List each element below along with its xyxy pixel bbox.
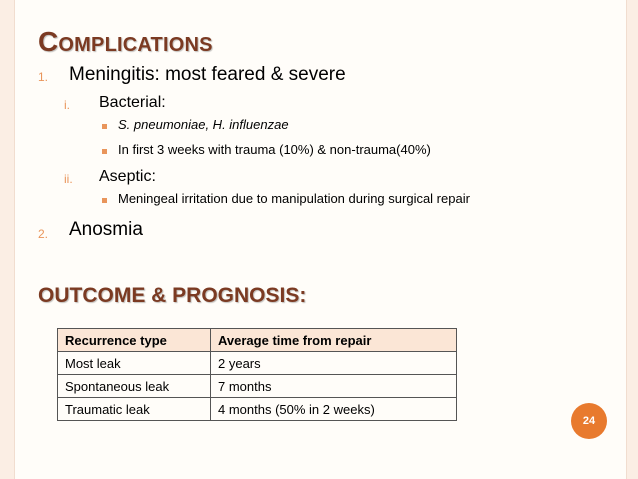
outcome-title: OUTCOME & PROGNOSIS: [38,284,307,307]
bullet-square-icon [102,124,107,129]
table-cell: Most leak [58,352,211,375]
bullet-text: In first 3 weeks with trauma (10%) & non-trauma(40%) [118,142,431,157]
table-cell: 2 years [211,352,457,375]
table-row [58,352,457,375]
table-row [58,375,457,398]
table-cell: Traumatic leak [58,398,211,421]
table-cell: 4 months (50% in 2 weeks) [211,398,457,421]
sub-item-number: ii. [64,172,73,186]
item-number: 2. [38,227,49,241]
bullet-square-icon [102,198,107,203]
sub-item-number: i. [64,98,70,112]
sub-item-label: Aseptic: [99,168,156,185]
table-header-row [58,329,457,352]
title-rest: OMPLICATIONS [58,34,213,56]
column-header: Recurrence type [58,329,211,352]
table-cell: 7 months [211,375,457,398]
table-row [58,398,457,421]
bullet-text: Meningeal irritation due to manipulation during surgical repair [118,191,470,206]
item-text: Anosmia [69,219,143,240]
title-initial: C [38,26,59,57]
bullet-text: S. pneumoniae, H. influenzae [118,117,289,132]
column-header: Average time from repair [211,329,457,352]
item-number: 1. [38,70,49,84]
page-number-badge: 24 [571,403,607,439]
bullet-square-icon [102,149,107,154]
item-text: Meningitis: most feared & severe [69,64,346,85]
slide-title [38,26,213,58]
sub-item-label: Bacterial: [99,94,166,111]
table-cell: Spontaneous leak [58,375,211,398]
recurrence-table [57,328,457,421]
